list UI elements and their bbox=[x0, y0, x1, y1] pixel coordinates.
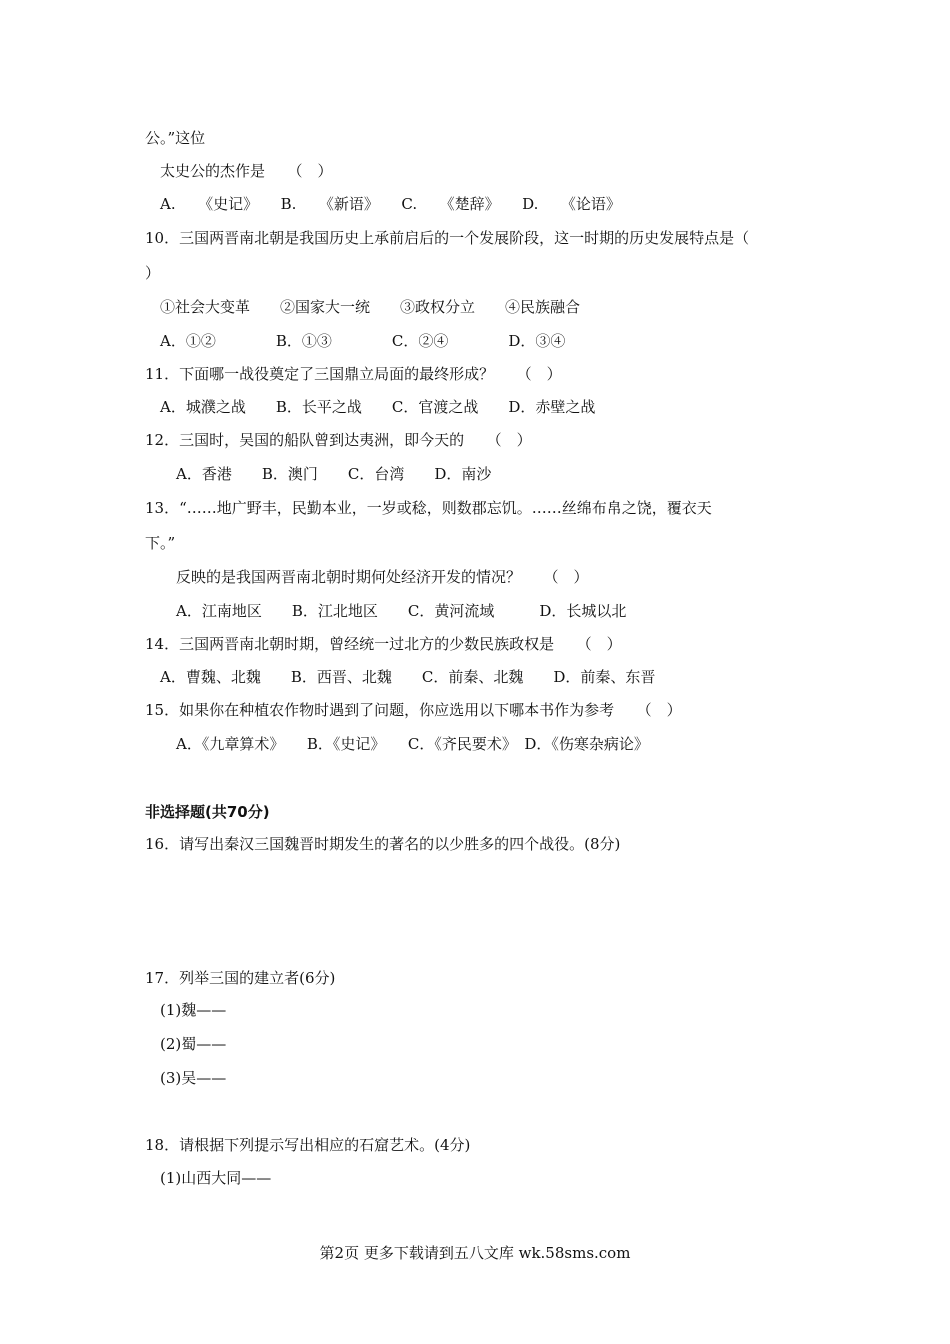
answer-options: A．①② B．①③ C．②④ D．③④ bbox=[160, 332, 566, 350]
question-10: 10．三国两晋南北朝是我国历史上承前启后的一个发展阶段，这一时期的历史发展特点是（ bbox=[145, 229, 750, 247]
answer-options: A．曹魏、北魏 B．西晋、北魏 C．前秦、北魏 D．前秦、东晋 bbox=[160, 668, 656, 686]
question-15: 15．如果你在种植农作物时遇到了问题，你应选用以下哪本书作为参考 （ ） bbox=[145, 701, 682, 719]
question-12: 12．三国时，吴国的船队曾到达夷洲，即今天的 （ ） bbox=[145, 431, 532, 449]
text-line: 公。”这位 bbox=[145, 129, 206, 147]
answer-options: ①社会大变革 ②国家大一统 ③政权分立 ④民族融合 bbox=[160, 298, 581, 316]
text-line: ） bbox=[145, 264, 161, 282]
text-line: 下。” bbox=[145, 534, 176, 552]
question-17: 17．列举三国的建立者(6分) bbox=[145, 969, 336, 987]
question-13: 13．“……地广野丰，民勤本业，一岁或稔，则数郡忘饥。……丝绵布帛之饶，覆衣天 bbox=[145, 499, 712, 517]
answer-options: A．《九章算术》 B．《史记》 C．《齐民要术》 D．《伤寒杂病论》 bbox=[176, 735, 649, 753]
section-heading: 非选择题(共70分) bbox=[145, 803, 270, 821]
sub-item: (3)吴—— bbox=[160, 1069, 227, 1087]
answer-options: A．香港 B．澳门 C．台湾 D．南沙 bbox=[176, 465, 492, 483]
question-16: 16．请写出秦汉三国魏晋时期发生的著名的以少胜多的四个战役。(8分) bbox=[145, 835, 621, 853]
question-11: 11．下面哪一战役奠定了三国鼎立局面的最终形成？ （ ） bbox=[145, 365, 562, 383]
answer-options: A．城濮之战 B．长平之战 C．官渡之战 D．赤壁之战 bbox=[160, 398, 596, 416]
sub-item: (1)魏—— bbox=[160, 1001, 227, 1019]
answer-options: A．江南地区 B．江北地区 C．黄河流域 D．长城以北 bbox=[176, 602, 627, 620]
question-14: 14．三国两晋南北朝时期，曾经统一过北方的少数民族政权是 （ ） bbox=[145, 635, 622, 653]
answer-options: A. 《史记》 B. 《新语》 C. 《楚辞》 D. 《论语》 bbox=[160, 195, 621, 213]
question-stem: 反映的是我国两晋南北朝时期何处经济开发的情况？ （ ） bbox=[176, 568, 589, 586]
question-stem: 太史公的杰作是 （ ） bbox=[160, 162, 333, 180]
sub-item: (2)蜀—— bbox=[160, 1035, 227, 1053]
sub-item: (1)山西大同—— bbox=[160, 1169, 272, 1187]
question-18: 18．请根据下列提示写出相应的石窟艺术。(4分) bbox=[145, 1136, 471, 1154]
page-footer: 第2页 更多下载请到五八文库 wk.58sms.com bbox=[319, 1244, 631, 1262]
